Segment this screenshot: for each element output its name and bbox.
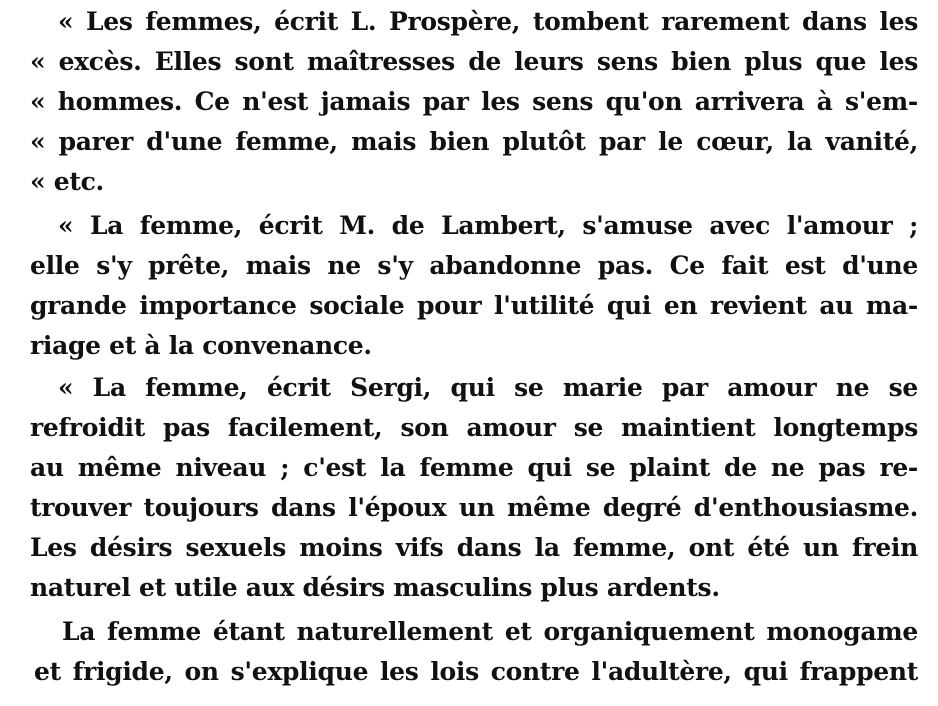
text-line: « parer d'une femme, mais bien plutôt par le cœur, la vanité, <box>30 127 918 156</box>
text-line: « La femme, écrit Sergi, qui se marie par amour ne se <box>58 373 918 402</box>
text-line: La femme étant naturellement et organiquement monogame <box>62 617 918 646</box>
text-line: « etc. <box>30 167 104 196</box>
text-line: et frigide, on s'explique les lois contre l'adultère, qui frappent <box>34 657 918 686</box>
text-line: refroidit pas facilement, son amour se maintient longtemps <box>30 413 918 442</box>
text-line: grande importance sociale pour l'utilité qui en revient au ma- <box>30 291 918 320</box>
text-line: « La femme, écrit M. de Lambert, s'amuse avec l'amour ; <box>58 211 918 240</box>
text-line: elle s'y prête, mais ne s'y abandonne pas. Ce fait est d'une <box>30 251 918 280</box>
text-line: « Les femmes, écrit L. Prospère, tombent rarement dans les <box>58 7 918 36</box>
text-line: au même niveau ; c'est la femme qui se plaint de ne pas re- <box>30 453 918 482</box>
text-line: trouver toujours dans l'époux un même degré d'enthousiasme. <box>30 493 918 522</box>
text-line: riage et à la convenance. <box>30 331 372 360</box>
text-line: « excès. Elles sont maîtresses de leurs sens bien plus que les <box>30 47 918 76</box>
text-line: « hommes. Ce n'est jamais par les sens qu'on arrivera à s'em- <box>30 87 918 116</box>
text-line: naturel et utile aux désirs masculins plus ardents. <box>30 573 720 602</box>
text-line: Les désirs sexuels moins vifs dans la femme, ont été un frein <box>30 533 918 562</box>
